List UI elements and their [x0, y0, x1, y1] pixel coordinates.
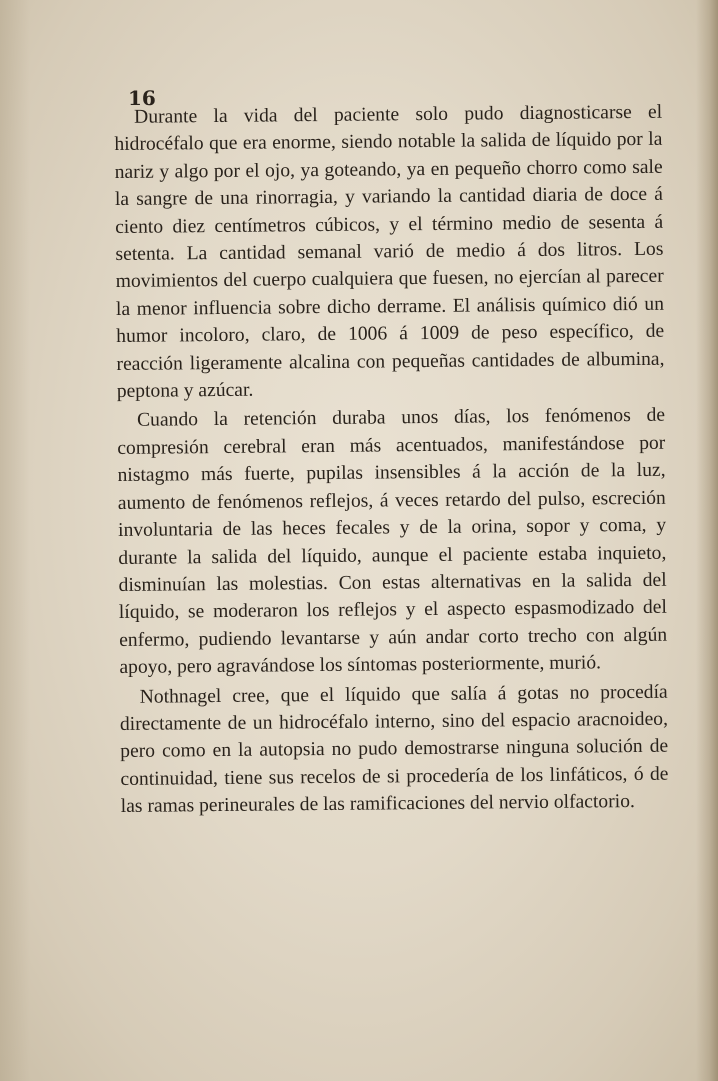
page-shadow-right: [696, 0, 718, 1081]
page-shadow-left: [0, 0, 30, 1081]
paragraph-2: Cuando la retención duraba unos días, los fenómenos de compresión cerebral eran más acentuados, manifestándose por nistagmo más fuerte, pupilas insensibles á la acción de la luz, aumento de fenómenos reflejos, á veces retardo del pulso, escreción involuntaria de las heces fecales y de la orina, sopor y coma, y durante la salida del líquido, aunque el paciente estaba inquieto, disminuían las molestias. Con estas alternativas en la salida del líquido, se moderaron los reflejos y el aspecto espasmodizado del enfermo, pudiendo levantarse y aún andar corto trecho con algún apoyo, pero agravándose los síntomas posteriormente, murió.: [117, 405, 668, 679]
paragraph-1: Durante la vida del paciente solo pudo diagnosticarse el hidrocéfalo que era enorme, siendo notable la salida de líquido por la nariz y algo por el ojo, ya goteando, ya en pequeño chorro como sale la sangre de una rinorragia, y variando la cantidad diaria de doce á ciento diez centímetros cúbicos, y el término medio de sesenta á setenta. La cantidad semanal varió de medio á dos litros. Los movimientos del cuerpo cualquiera que fuesen, no ejercían al parecer la menor influencia sobre dicho derrame. El análisis químico dió un humor incoloro, claro, de 1006 á 1009 de peso específico, de reacción ligeramente alcalina con pequeñas cantidades de albumina, peptona y azúcar.: [114, 101, 665, 403]
body-text: [114, 99, 669, 821]
paragraph-3: Nothnagel cree, que el líquido que salía á gotas no procedía directamente de un hidrocéfalo interno, sino del espacio aracnoideo, pero como en la autopsia no pudo demostrarse ninguna solución de continuidad, tiene sus recelos de si procedería de los linfáticos, ó de las ramas perineurales de las ramificaciones del nervio olfactorio.: [119, 681, 669, 818]
page-number: 16: [128, 86, 156, 110]
